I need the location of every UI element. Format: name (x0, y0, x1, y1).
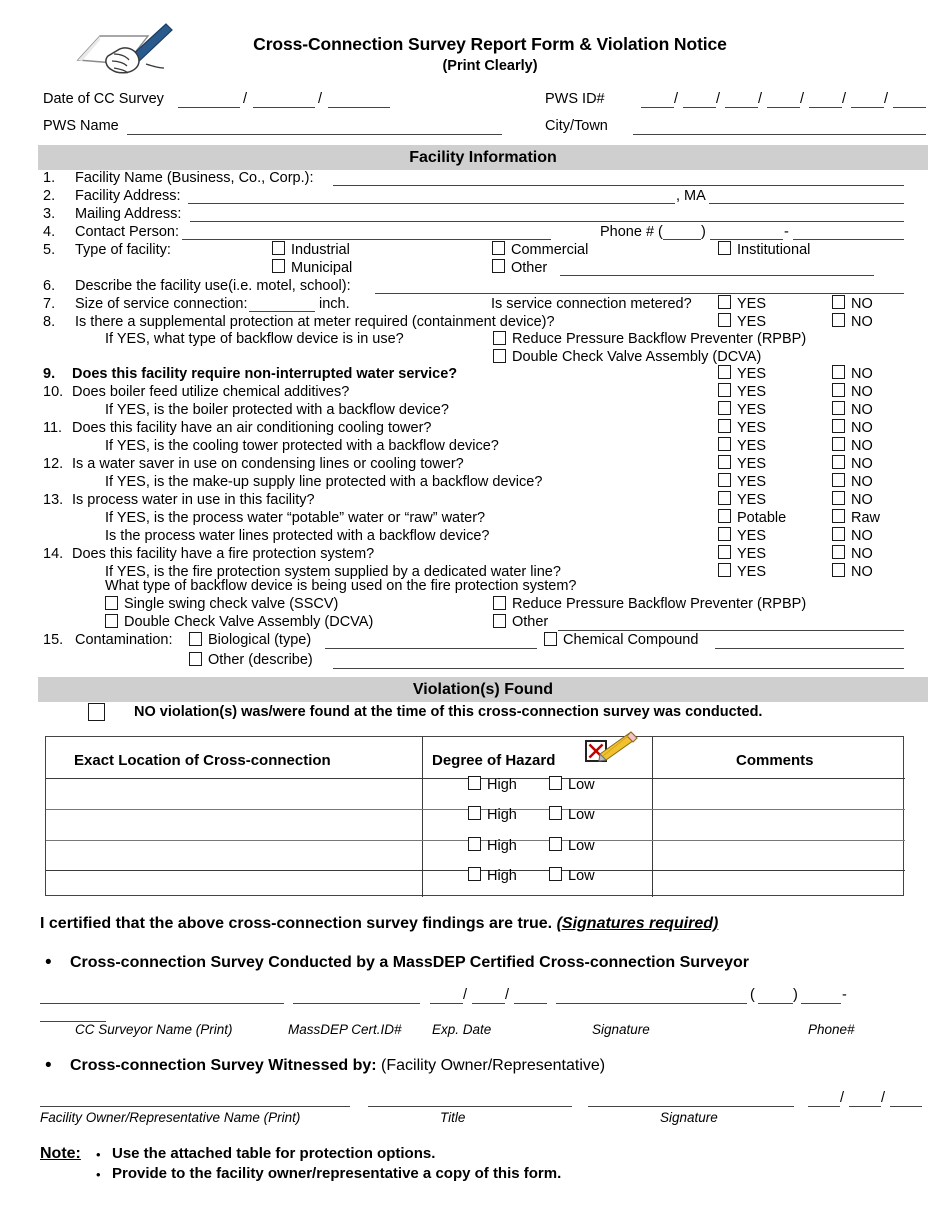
pws-id-slot-2[interactable] (683, 107, 716, 108)
witness-field-label-signature: Signature (660, 1110, 718, 1125)
date-sep-1: / (243, 91, 248, 107)
q15-other-describe-input[interactable] (333, 668, 904, 669)
checkbox-q12-no[interactable] (832, 419, 845, 433)
q3-label: Mailing Address: (75, 206, 182, 222)
q8-label-no: NO (851, 314, 873, 330)
pws-id-sep-1: / (674, 91, 679, 107)
hazard-checkbox-row4-high[interactable] (468, 867, 481, 881)
checkbox-q13-yes[interactable] (718, 437, 731, 451)
q4-phone-paren-close: ) (701, 224, 706, 240)
surveyor-field-label-certid: MassDEP Cert.ID# (288, 1022, 402, 1037)
q15-checkbox-chemical[interactable] (544, 632, 557, 646)
checkbox-q14-no[interactable] (832, 455, 845, 469)
q8-checkbox-yes[interactable] (718, 313, 731, 327)
hazard-label-row2-low: Low (568, 807, 595, 823)
note-bullet-icon-2: • (96, 1167, 101, 1182)
witness-heading (70, 1057, 605, 1075)
note-bullet-icon-1: • (96, 1147, 101, 1162)
question-label-20: If YES, is the fire protection system supplied by a dedicated water line? (105, 564, 561, 580)
q4-number: 4. (43, 224, 56, 240)
q8-device-rpbp: Reduce Pressure Backflow Preventer (RPBP) (512, 331, 807, 347)
q2-zip-input[interactable] (709, 203, 904, 204)
label-q9-no: NO (851, 366, 873, 382)
date-of-survey-label: Date of CC Survey (43, 91, 164, 107)
table-col-divider-2 (652, 737, 653, 897)
q7-unit-label: inch. (319, 296, 350, 312)
exp-date-sep-1: / (463, 987, 468, 1003)
q15-option-other: Other (describe) (208, 652, 313, 668)
checkbox-q20-yes[interactable] (718, 563, 731, 577)
pws-id-sep-6: / (884, 91, 889, 107)
witness-date-sep-1: / (840, 1090, 845, 1106)
question-label-13: If YES, is the cooling tower protected with a backflow device? (105, 438, 499, 454)
q14-checkbox-dcva[interactable] (105, 614, 118, 628)
witness-date-sep-2: / (881, 1090, 886, 1106)
q7-label: Size of service connection: (75, 296, 248, 312)
question-number-9: 9. (43, 366, 56, 382)
q15-option-biological: Biological (type) (208, 632, 312, 648)
q14-device-dcva: Double Check Valve Assembly (DCVA) (124, 614, 374, 630)
q1-label: Facility Name (Business, Co., Corp.): (75, 170, 314, 186)
checkbox-q13-no[interactable] (832, 437, 845, 451)
q7-checkbox-yes[interactable] (718, 295, 731, 309)
q5-checkbox-commercial[interactable] (492, 241, 505, 255)
pencil-icon (590, 731, 638, 765)
checkbox-q19-no[interactable] (832, 545, 845, 559)
hazard-label-row3-low: Low (568, 838, 595, 854)
massdep-cert-id-input[interactable] (293, 1003, 420, 1004)
q7-label-no: NO (851, 296, 873, 312)
q7-size-input[interactable] (249, 311, 315, 312)
surveyor-field-label-expdate: Exp. Date (432, 1022, 492, 1037)
q5-checkbox-municipal[interactable] (272, 259, 285, 273)
label-q16-yes: YES (737, 492, 767, 508)
hazard-label-row2-high: High (487, 807, 517, 823)
surveyor-phone-dash: - (842, 987, 847, 1003)
q14-other-input[interactable] (558, 630, 904, 631)
q14-checkbox-rpbp[interactable] (493, 596, 506, 610)
facility-information-header (38, 145, 928, 170)
pws-id-slot-3[interactable] (725, 107, 758, 108)
hazard-label-row4-low: Low (568, 868, 595, 884)
label-q13-yes: YES (737, 438, 767, 454)
table-col-divider-1 (422, 737, 423, 897)
hazard-checkbox-row1-high[interactable] (468, 776, 481, 790)
q4-phone-dash: - (784, 224, 789, 240)
pws-id-slot-7[interactable] (893, 107, 926, 108)
q14-checkbox-other[interactable] (493, 614, 506, 628)
checkbox-q11-yes[interactable] (718, 401, 731, 415)
q4-phone-line-input[interactable] (793, 239, 904, 240)
q15-option-chemical: Chemical Compound (563, 632, 699, 648)
checkbox-q14-yes[interactable] (718, 455, 731, 469)
q4-phone-prefix-input[interactable] (710, 239, 783, 240)
q5-option-municipal: Municipal (291, 260, 353, 276)
q15-checkbox-biological[interactable] (189, 632, 202, 646)
q3-mailing-address-input[interactable] (190, 221, 904, 222)
q2-facility-address-input[interactable] (188, 203, 675, 204)
q6-label: Describe the facility use(i.e. motel, school): (75, 278, 351, 294)
checkbox-q15-no[interactable] (832, 473, 845, 487)
label-q11-yes: YES (737, 402, 767, 418)
q8-checkbox-dcva[interactable] (493, 349, 506, 363)
q5-checkbox-industrial[interactable] (272, 241, 285, 255)
no-violation-label: NO violation(s) was/were found at the time of this cross-connection survey was conducted. (134, 704, 763, 720)
facility-owner-title-input[interactable] (368, 1106, 572, 1107)
witness-date-year-input[interactable] (890, 1106, 922, 1107)
surveyor-bullet-icon: • (45, 952, 52, 973)
pws-id-slot-4[interactable] (767, 107, 800, 108)
label-q18-yes: YES (737, 528, 767, 544)
label-q19-yes: YES (737, 546, 767, 562)
q2-state-label: , MA (676, 188, 706, 204)
question-label-9: Does this facility require non-interrupted water service? (72, 366, 458, 382)
q6-facility-use-input[interactable] (375, 293, 904, 294)
certification-statement-text: I certified that the above cross-connection survey findings are true. (40, 915, 553, 932)
surveyor-phone-area-input[interactable] (758, 1003, 793, 1004)
page-subtitle: (Print Clearly) (442, 58, 538, 74)
q8-checkbox-no[interactable] (832, 313, 845, 327)
q1-number: 1. (43, 170, 56, 186)
q14-device-rpbp: Reduce Pressure Backflow Preventer (RPBP) (512, 596, 807, 612)
q15-biological-type-input[interactable] (325, 648, 537, 649)
q3-number: 3. (43, 206, 56, 222)
q5-option-other: Other (511, 260, 548, 276)
facility-owner-signature-input[interactable] (588, 1106, 794, 1107)
witness-date-month-input[interactable] (808, 1106, 840, 1107)
question-label-18: Is the process water lines protected with a backflow device? (105, 528, 490, 544)
surveyor-phone-prefix-input[interactable] (801, 1003, 841, 1004)
hazard-checkbox-row1-low[interactable] (549, 776, 562, 790)
checkbox-q15-yes[interactable] (718, 473, 731, 487)
date-month-input[interactable] (178, 107, 240, 108)
question-label-12: Does this facility have an air conditioning cooling tower? (72, 420, 432, 436)
pws-id-slot-6[interactable] (851, 107, 884, 108)
q15-checkbox-other[interactable] (189, 652, 202, 666)
question-number-10: 10. (43, 384, 64, 400)
label-q12-yes: YES (737, 420, 767, 436)
title-block (190, 34, 790, 74)
label-q10-yes: YES (737, 384, 767, 400)
q5-checkbox-institutional[interactable] (718, 241, 731, 255)
checkbox-q10-yes[interactable] (718, 383, 731, 397)
q7-number: 7. (43, 296, 56, 312)
q8-checkbox-rpbp[interactable] (493, 331, 506, 345)
q2-number: 2. (43, 188, 56, 204)
exp-date-sep-2: / (505, 987, 510, 1003)
q7-label-yes: YES (737, 296, 767, 312)
pws-id-sep-3: / (758, 91, 763, 107)
pws-id-slot-1[interactable] (641, 107, 674, 108)
cc-surveyor-signature-input[interactable] (556, 1003, 747, 1004)
pws-id-sep-2: / (716, 91, 721, 107)
q15-chemical-compound-input[interactable] (715, 648, 904, 649)
question-label-16: Is process water in use in this facility? (72, 492, 315, 508)
label-q11-no: NO (851, 402, 873, 418)
violations-found-header (38, 677, 928, 702)
pws-name-label: PWS Name (43, 118, 119, 134)
label-q9-yes: YES (737, 366, 767, 382)
certification-statement-emphasis: (Signatures required) (556, 915, 719, 932)
question-number-14: 14. (43, 546, 64, 562)
q5-other-input[interactable] (560, 275, 874, 276)
hazard-checkbox-row3-low[interactable] (549, 837, 562, 851)
question-label-14: Is a water saver in use on condensing lines or cooling tower? (72, 456, 464, 472)
label-q17-raw: Raw (851, 510, 881, 526)
q14-device-other: Other (512, 614, 549, 630)
label-q18-no: NO (851, 528, 873, 544)
surveyor-field-label-signature: Signature (592, 1022, 650, 1037)
city-town-label: City/Town (545, 118, 608, 134)
no-violation-checkbox[interactable] (88, 703, 105, 721)
q8-number: 8. (43, 314, 56, 330)
table-col-header-comments: Comments (736, 752, 814, 769)
checkbox-q19-yes[interactable] (718, 545, 731, 559)
hazard-checkbox-row4-low[interactable] (549, 867, 562, 881)
q4-phone-area-input[interactable] (663, 239, 701, 240)
q5-option-commercial: Commercial (511, 242, 589, 258)
checkbox-q9-yes[interactable] (718, 365, 731, 379)
certification-statement (40, 915, 718, 933)
label-q15-no: NO (851, 474, 873, 490)
pws-id-sep-4: / (800, 91, 805, 107)
q6-number: 6. (43, 278, 56, 294)
q8-device-dcva: Double Check Valve Assembly (DCVA) (512, 349, 762, 365)
hazard-label-row4-high: High (487, 868, 517, 884)
label-q12-no: NO (851, 420, 873, 436)
pws-name-input[interactable] (127, 134, 502, 135)
cc-surveyor-name-input[interactable] (40, 1003, 284, 1004)
surveyor-field-label-phone: Phone# (808, 1022, 855, 1037)
checkbox-q12-yes[interactable] (718, 419, 731, 433)
surveyor-phone-paren-close: ) (793, 987, 798, 1003)
label-q10-no: NO (851, 384, 873, 400)
q5-option-industrial: Industrial (291, 242, 350, 258)
surveyor-heading: Cross-connection Survey Conducted by a MassDEP Certified Cross-connection Surveyor (70, 954, 749, 971)
label-q14-yes: YES (737, 456, 767, 472)
label-q15-yes: YES (737, 474, 767, 490)
q4-label: Contact Person: (75, 224, 179, 240)
question-label-17: If YES, is the process water “potable” water or “raw” water? (105, 510, 486, 526)
surveyor-field-label-name: CC Surveyor Name (Print) (75, 1022, 233, 1037)
q14-checkbox-sscv[interactable] (105, 596, 118, 610)
q14-device-sscv: Single swing check valve (SSCV) (124, 596, 339, 612)
q8-label-yes: YES (737, 314, 767, 330)
note-label: Note: (40, 1145, 81, 1162)
question-label-10: Does boiler feed utilize chemical additives? (72, 384, 350, 400)
hazard-label-row1-low: Low (568, 777, 595, 793)
date-sep-2: / (318, 91, 323, 107)
q8-sub-label: If YES, what type of backflow device is in use? (105, 331, 404, 347)
label-q20-yes: YES (737, 564, 767, 580)
hazard-label-row3-high: High (487, 838, 517, 854)
facility-owner-name-input[interactable] (40, 1106, 350, 1107)
q1-facility-name-input[interactable] (333, 185, 904, 186)
q2-label: Facility Address: (75, 188, 181, 204)
surveyor-phone-paren-open: ( (750, 987, 755, 1003)
exp-date-year-input[interactable] (514, 1003, 547, 1004)
question-number-11: 11. (43, 420, 63, 436)
checkbox-q9-no[interactable] (832, 365, 845, 379)
hand-writing-with-pen-icon (70, 20, 178, 82)
note-item-1: Use the attached table for protection options. (112, 1145, 436, 1162)
label-q17-potable: Potable (737, 510, 787, 526)
label-q14-no: NO (851, 456, 873, 472)
table-col-header-hazard: Degree of Hazard (432, 752, 556, 769)
hazard-checkbox-row2-high[interactable] (468, 806, 481, 820)
exp-date-month-input[interactable] (430, 1003, 463, 1004)
checkbox-q20-no[interactable] (832, 563, 845, 577)
q15-label: Contamination: (75, 632, 173, 648)
witness-heading-bold: Cross-connection Survey Witnessed by: (70, 1057, 377, 1074)
q15-number: 15. (43, 632, 64, 648)
question-label-15: If YES, is the make-up supply line protected with a backflow device? (105, 474, 543, 490)
question-number-12: 12. (43, 456, 64, 472)
pws-id-label: PWS ID# (545, 91, 605, 107)
witness-bullet-icon: • (45, 1055, 52, 1076)
checkbox-q17-raw[interactable] (832, 509, 845, 523)
q4-contact-person-input[interactable] (182, 239, 551, 240)
city-town-input[interactable] (633, 134, 926, 135)
pws-id-sep-5: / (842, 91, 847, 107)
checkbox-q11-no[interactable] (832, 401, 845, 415)
hazard-label-row1-high: High (487, 777, 517, 793)
date-day-input[interactable] (253, 107, 315, 108)
date-year-input[interactable] (328, 107, 390, 108)
witness-field-label-title: Title (440, 1110, 466, 1125)
q7-checkbox-no[interactable] (832, 295, 845, 309)
checkbox-q18-no[interactable] (832, 527, 845, 541)
witness-date-day-input[interactable] (849, 1106, 881, 1107)
checkbox-q16-no[interactable] (832, 491, 845, 505)
label-q19-no: NO (851, 546, 873, 562)
label-q13-no: NO (851, 438, 873, 454)
witness-field-label-name: Facility Owner/Representative Name (Print) (40, 1110, 301, 1125)
table-col-header-location: Exact Location of Cross-connection (74, 752, 331, 769)
exp-date-day-input[interactable] (472, 1003, 505, 1004)
note-item-2: Provide to the facility owner/representative a copy of this form. (112, 1165, 562, 1182)
checkbox-q17-potable[interactable] (718, 509, 731, 523)
q5-label: Type of facility: (75, 242, 171, 258)
facility-information-title: Facility Information (409, 148, 557, 166)
form-header (0, 18, 950, 88)
q7-metered-label: Is service connection metered? (491, 296, 692, 312)
q5-number: 5. (43, 242, 56, 258)
checkbox-q10-no[interactable] (832, 383, 845, 397)
hazard-checkbox-row2-low[interactable] (549, 806, 562, 820)
q8-label: Is there a supplemental protection at meter required (containment device)? (75, 314, 555, 330)
q4-phone-label: Phone # ( (600, 224, 663, 240)
label-q16-no: NO (851, 492, 873, 508)
q5-checkbox-other[interactable] (492, 259, 505, 273)
q5-option-institutional: Institutional (737, 242, 811, 258)
question-label-11: If YES, is the boiler protected with a backflow device? (105, 402, 449, 418)
q14-device-prompt: What type of backflow device is being used on the fire protection system? (105, 578, 577, 594)
pws-id-slot-5[interactable] (809, 107, 842, 108)
label-q20-no: NO (851, 564, 873, 580)
question-label-19: Does this facility have a fire protection system? (72, 546, 375, 562)
page-title: Cross-Connection Survey Report Form & Violation Notice (253, 34, 727, 54)
hazard-checkbox-row3-high[interactable] (468, 837, 481, 851)
checkbox-q18-yes[interactable] (718, 527, 731, 541)
violations-found-title: Violation(s) Found (412, 680, 554, 698)
question-number-13: 13. (43, 492, 64, 508)
witness-heading-rest: (Facility Owner/Representative) (381, 1057, 606, 1074)
checkbox-q16-yes[interactable] (718, 491, 731, 505)
